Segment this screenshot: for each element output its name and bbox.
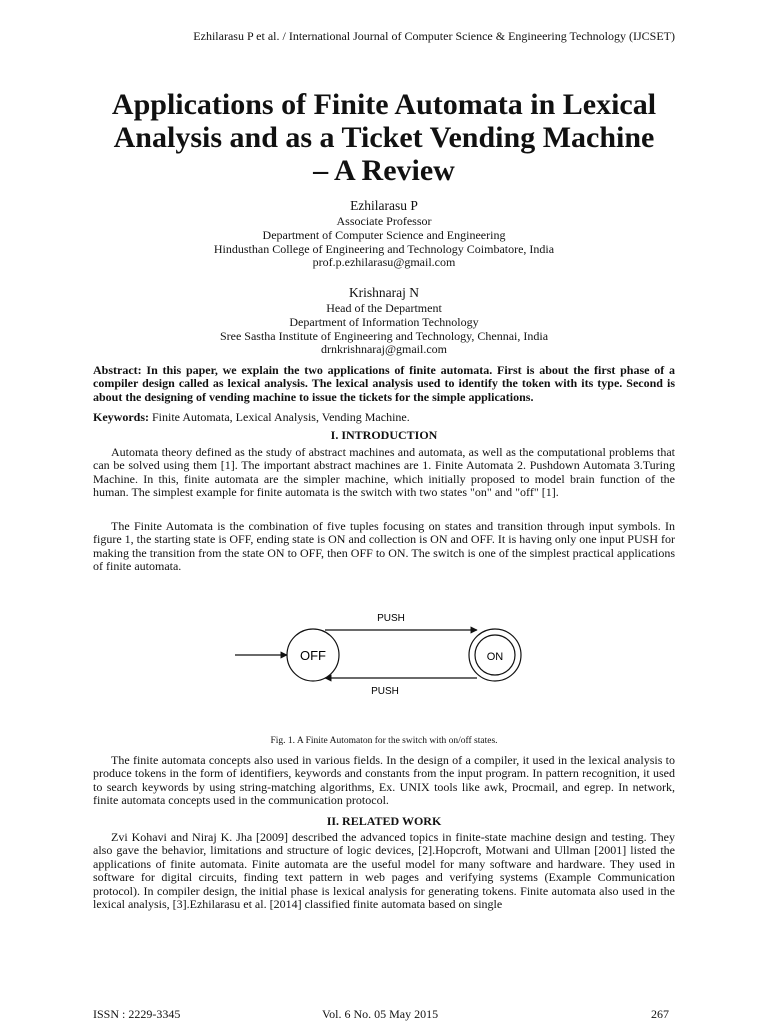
keywords-text: Finite Automata, Lexical Analysis, Vending Machine.	[149, 410, 410, 424]
title-line-2: Analysis and as a Ticket Vending Machine	[113, 121, 655, 154]
author-name: Ezhilarasu P	[350, 198, 418, 213]
author-institution: Sree Sastha Institute of Engineering and Technology, Chennai, India	[219, 328, 549, 343]
intro-paragraph-2: The Finite Automata is the combination of five tuples focusing on states and transition through input symbols. In figure 1, the starting state is OFF, ending state is ON and collection is ON and OFF. It is having only one input PUSH for making the transition from the state ON to OFF, then OFF to ON. The switch is one of the simplest practical applications of finite automata.	[93, 519, 675, 574]
author-email: prof.p.ezhilarasu@gmail.com	[312, 255, 456, 270]
author-email: drnkrishnaraj@gmail.com	[320, 342, 448, 357]
footer-issn: ISSN : 2229-3345	[93, 1007, 181, 1021]
figure-caption: Fig. 1. A Finite Automaton for the switch with on/off states.	[270, 736, 498, 746]
keywords-label: Keywords:	[93, 410, 149, 424]
author-block-2	[93, 284, 675, 357]
author-department: Department of Information Technology	[289, 314, 479, 329]
finite-automaton-figure	[225, 606, 545, 706]
author-institution: Hindusthan College of Engineering and Technology Coimbatore, India	[213, 241, 555, 256]
intro-paragraph-3: The finite automata concepts also used in various fields. In the design of a compiler, it used in the lexical analysis to produce tokens in the form of identifiers, keywords and constants from the input program. In pattern recognition, it used to search keywords by using string-matching algorithms, Ex. UNIX tools like awk, Procmail, and egrep. In network, finite automata concepts used in the communication protocol.	[93, 753, 675, 808]
related-work-paragraph-1: Zvi Kohavi and Niraj K. Jha [2009] described the advanced topics in finite-state machine design and testing. They also gave the behavior, limitations and structure of logic devices, [2].Hopcroft, Motwani and Ullman [2001] listed the applications of finite automata. Finite automata are the useful model for many software and hardware. They used in software for digital circuits, finding text pattern in web pages and verifying systems (Example Communication protocol). In compiler design, the initial phase is lexical analysis for generating tokens. Finite automata also used in the lexical analysis, [3].Ezhilarasu et al. [2014] classified finite automata based on single	[93, 830, 675, 912]
title-line-3: – A Review	[313, 154, 455, 187]
keywords	[93, 411, 675, 424]
author-name: Krishnaraj N	[348, 285, 420, 300]
section-heading-related-work: II. RELATED WORK	[326, 814, 442, 828]
transition-bottom-label: PUSH	[371, 686, 399, 697]
author-department: Department of Computer Science and Engineering	[262, 227, 506, 242]
running-header: Ezhilarasu P et al. / International Journal of Computer Science & Engineering Technology (IJCSET)	[193, 29, 675, 43]
footer-volume: Vol. 6 No. 05 May 2015	[322, 1007, 439, 1021]
abstract: Abstract: In this paper, we explain the two applications of finite automata. First is about the first phase of a compiler design called as lexical analysis. The lexical analysis used to identify the token with its type. Second is about the designing of vending machine to issue the tickets for the simple applications.	[93, 363, 675, 404]
section-heading-introduction: I. INTRODUCTION	[330, 428, 438, 442]
author-designation: Associate Professor	[336, 214, 432, 228]
state-off-label: OFF	[300, 648, 326, 663]
author-block-1	[93, 197, 675, 270]
author-designation: Head of the Department	[326, 301, 442, 315]
transition-top-label: PUSH	[377, 613, 405, 624]
paper-title	[60, 88, 708, 187]
state-on-label: ON	[486, 651, 504, 663]
intro-paragraph-1: Automata theory defined as the study of abstract machines and automata, as well as the computational problems that can be solved using them [1]. The important abstract machines are 1. Finite Automata 2. Pushdown Automata 3.Turing Machine. In this, finite automata are the simpler machine, which initially proposed to model brain function of the human. The simplest example for finite automata is the switch with two states "on" and "off" [1].	[93, 445, 675, 500]
footer-page-number: 267	[651, 1007, 669, 1021]
title-line-1: Applications of Finite Automata in Lexical	[111, 88, 657, 121]
